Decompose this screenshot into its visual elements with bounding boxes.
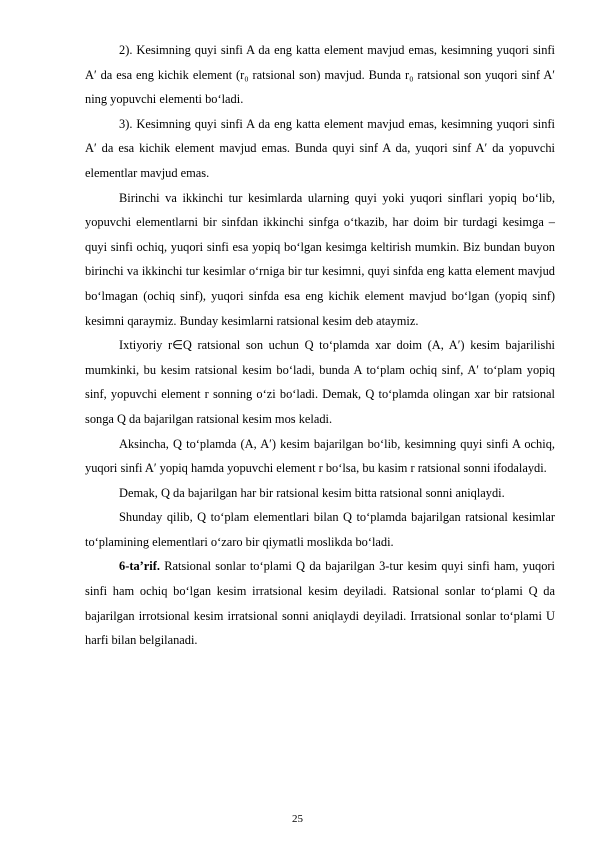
page-number: 25 — [292, 813, 303, 825]
paragraph-first-second-type: Birinchi va ikkinchi tur kesimlarda ularning quyi yoki yuqori sinflari yopiq bo‘lib, yopuvchi elementlarni bir sinfdan ikkinchi sinfga o‘tkazib, har doim bir turdagi kesimga – quyi sinfi ochiq, yuqori sinfi esa yopiq bo‘lgan kesimga keltirish mumkin. Biz bundan buyon birinchi va ikkinchi tur kesimlar o‘rniga bir tur kesimni, quyi sinfda eng katta element mavjud bo‘lmagan (ochiq sinf), yuqori sinfda esa eng kichik element mavjud bo‘lgan (yopiq sinf) kesimni qaraymiz. Bunday kesimlarni ratsional kesim deb ataymiz. — [85, 190, 555, 328]
paragraph-arbitrary-rational: Ixtiyoriy r∈Q ratsional son uchun Q to‘plamda xar doim (A, A′) kesim bajarilishi mumkinki, bu kesim ratsional kesim bo‘ladi, bunda A to‘plam ochiq sinf, A′ to‘plam yopiq sinf, yopuvchi element r sonning o‘zi bo‘ladi. Demak, Q to‘plamda olingan xar bir ratsional songa Q da bajarilgan ratsional kesim mos keladi. — [85, 338, 555, 426]
definition-label: 6-ta’rif. — [119, 559, 160, 574]
paragraph-definition-6 — [85, 554, 555, 652]
paragraph-case-2: 2). Kesimning quyi sinfi A da eng katta element mavjud emas, kesimning yuqori sinfi A′ da esa eng kichik element (r₀ ratsional son) mavjud. Bunda r₀ ratsional son yuqori sinf A′ ning yopuvchi elementi bo‘ladi. — [85, 43, 555, 107]
paragraph-case-3: 3). Kesimning quyi sinfi A da eng katta element mavjud emas, kesimning yuqori sinfi A′ da esa kichik element mavjud emas. Bunda quyi sinf A da, yuqori sinf A′ da yopuvchi elementlar mavjud emas. — [85, 116, 555, 180]
paragraph-conversely: Aksincha, Q to‘plamda (A, A′) kesim bajarilgan bo‘lib, kesimning quyi sinfi A ochiq, yuqori sinfi A′ yopiq hamda yopuvchi element r bo‘lsa, bu kasim r ratsional sonni ifodalaydi. — [85, 436, 555, 476]
paragraph-therefore: Demak, Q da bajarilgan har bir ratsional kesim bitta ratsional sonni aniqlaydi. — [119, 485, 505, 500]
document-page — [85, 38, 555, 653]
paragraph-correspondence: Shunday qilib, Q to‘plam elementlari bilan Q to‘plamda bajarilgan ratsional kesimlar to‘plamining elementlari o‘zaro bir qiymatli moslikda bo‘ladi. — [85, 510, 555, 549]
definition-text: Ratsional sonlar to‘plami Q da bajarilgan 3-tur kesim quyi sinfi ham, yuqori sinfi ham ochiq bo‘lgan kesim irratsional kesim deyiladi. Ratsional sonlar to‘plami Q da bajarilgan irrotsional kesim irratsional sonni aniqlaydi deyiladi. Irratsional sonlar to‘plami U harfi bilan belgilanadi. — [85, 559, 555, 648]
